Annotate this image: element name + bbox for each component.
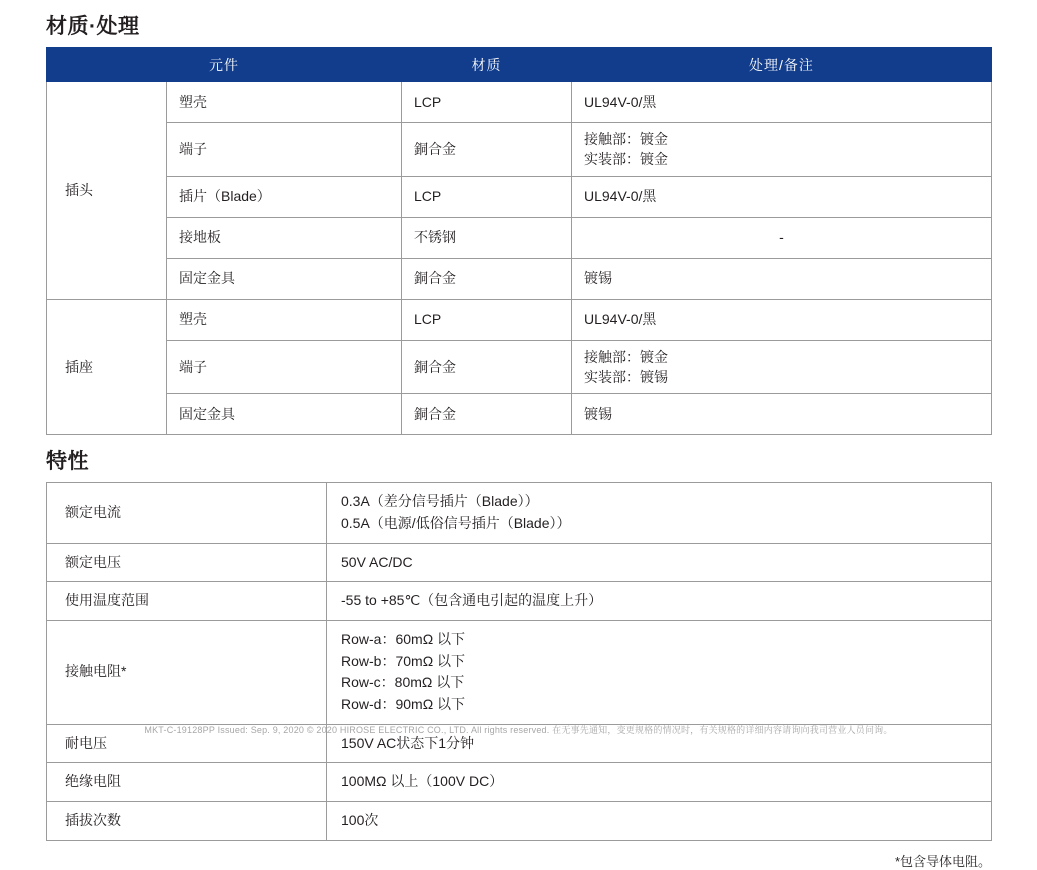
- group-cell: 插座: [47, 299, 167, 435]
- treatment-cell: 镀锡: [572, 394, 992, 435]
- page-footer: MKT-C-19128PP Issued: Sep. 9, 2020 © 2020 HIROSE ELECTRIC CO., LTD. All rights reserved. 在无事先通知，变更规格的情况时，有关规格的详细内容请询向我司营业人员问询。: [144, 725, 893, 735]
- material-cell: LCP: [402, 176, 572, 217]
- table-row: [47, 483, 992, 543]
- part-cell: 固定金具: [167, 394, 402, 435]
- material-cell: 不锈钢: [402, 217, 572, 258]
- column-header-part: 元件: [47, 48, 402, 82]
- characteristic-label-cell: 额定电流: [47, 483, 327, 543]
- table-row: [47, 176, 992, 217]
- characteristic-label-cell: 使用温度范围: [47, 582, 327, 621]
- characteristic-label-cell: 插拔次数: [47, 802, 327, 841]
- page-title-materials: 材质·处理: [46, 15, 140, 38]
- table-row: [47, 802, 992, 841]
- characteristic-value-cell: 100次: [327, 802, 992, 841]
- table-row: [47, 763, 992, 802]
- table-row: [47, 299, 992, 340]
- treatment-cell: 接触部：镀金 实装部：镀锡: [572, 340, 992, 394]
- table-row: [47, 340, 992, 394]
- material-cell: 銅合金: [402, 258, 572, 299]
- characteristic-value-cell: 150V AC状态下1分钟: [327, 724, 992, 763]
- part-cell: 塑壳: [167, 299, 402, 340]
- table-note: *包含导体电阻。: [894, 853, 991, 869]
- treatment-cell: UL94V-0/黑: [572, 299, 992, 340]
- table-row: [47, 543, 992, 582]
- characteristic-value-cell: Row-a：60mΩ 以下 Row-b：70mΩ 以下 Row-c：80mΩ 以下 Row-d：90mΩ 以下: [327, 620, 992, 724]
- column-header-treatment: 处理/备注: [572, 48, 992, 82]
- table-row: [47, 217, 992, 258]
- table-row: [47, 620, 992, 724]
- material-cell: 銅合金: [402, 340, 572, 394]
- characteristics-table: [46, 482, 992, 841]
- treatment-cell: -: [572, 217, 992, 258]
- characteristic-label-cell: 额定电压: [47, 543, 327, 582]
- material-cell: LCP: [402, 82, 572, 123]
- group-cell: 插头: [47, 82, 167, 300]
- table-row: [47, 123, 992, 177]
- table-row: [47, 82, 992, 123]
- table-row: [47, 258, 992, 299]
- table-header-row: [47, 48, 992, 82]
- table-row: [47, 394, 992, 435]
- table-row: [47, 582, 992, 621]
- characteristic-label-cell: 绝缘电阻: [47, 763, 327, 802]
- treatment-cell: 接触部：镀金 实装部：镀金: [572, 123, 992, 177]
- materials-table: [46, 47, 992, 435]
- part-cell: 插片（Blade）: [167, 176, 402, 217]
- part-cell: 端子: [167, 340, 402, 394]
- part-cell: 固定金具: [167, 258, 402, 299]
- characteristic-value-cell: 0.3A（差分信号插片（Blade）） 0.5A（电源/低俗信号插片（Blade））: [327, 483, 992, 543]
- material-cell: 銅合金: [402, 394, 572, 435]
- column-header-material: 材质: [402, 48, 572, 82]
- characteristic-label-cell: 接触电阻*: [47, 620, 327, 724]
- treatment-cell: UL94V-0/黑: [572, 82, 992, 123]
- page-title-characteristics: 特性: [46, 450, 89, 474]
- characteristic-label-cell: 耐电压: [47, 724, 327, 763]
- material-cell: 銅合金: [402, 123, 572, 177]
- material-cell: LCP: [402, 299, 572, 340]
- characteristic-value-cell: 50V AC/DC: [327, 543, 992, 582]
- treatment-cell: UL94V-0/黑: [572, 176, 992, 217]
- part-cell: 端子: [167, 123, 402, 177]
- part-cell: 塑壳: [167, 82, 402, 123]
- characteristic-value-cell: 100MΩ 以上（100V DC）: [327, 763, 992, 802]
- part-cell: 接地板: [167, 217, 402, 258]
- characteristic-value-cell: -55 to +85℃（包含通电引起的温度上升）: [327, 582, 992, 621]
- treatment-cell: 镀锡: [572, 258, 992, 299]
